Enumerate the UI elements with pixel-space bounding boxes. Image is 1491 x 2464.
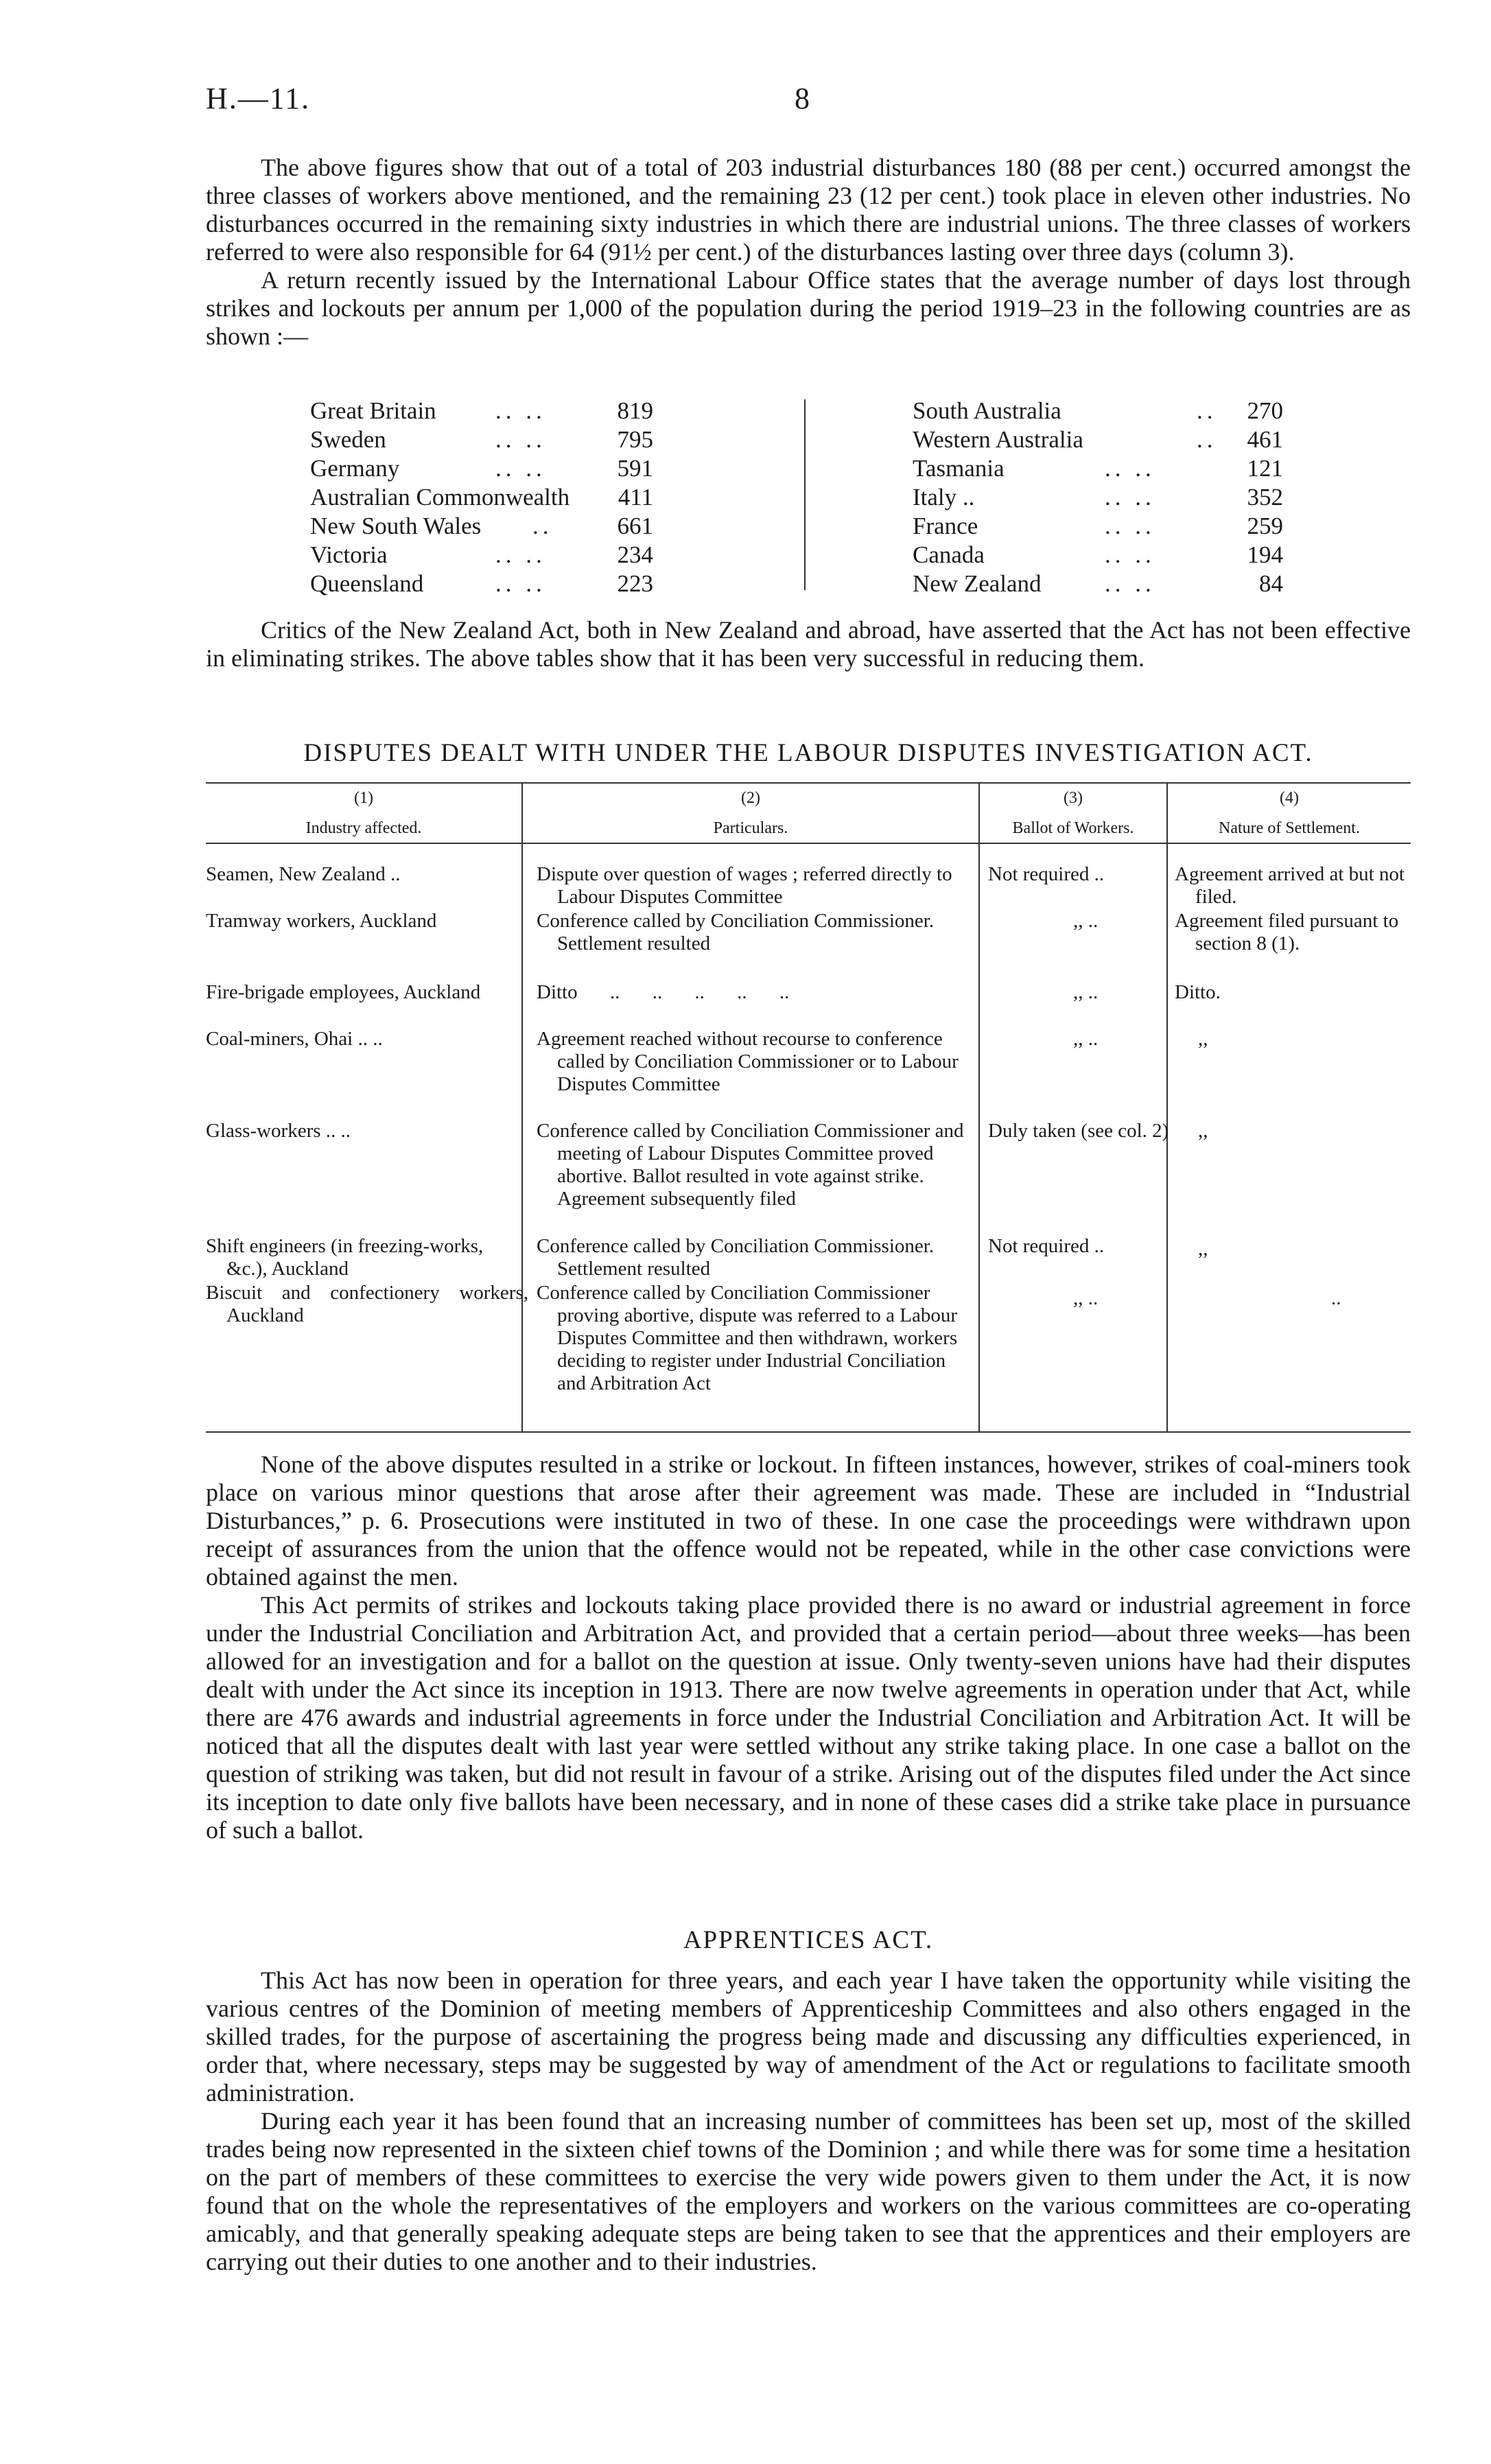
country-value: 223 — [617, 570, 653, 597]
leader-dots: .. — [532, 513, 553, 539]
country-value: 121 — [1247, 455, 1283, 482]
country-name: South Australia — [913, 397, 1061, 424]
ballot-cell: ,, .. — [1073, 981, 1099, 1003]
country-name: Sweden — [310, 426, 386, 453]
column-label: Industry affected. — [305, 819, 422, 837]
settlement-cell: Agreement filed pursuant to section 8 (1). — [1175, 910, 1399, 954]
industry-cell: Shift engineers (in freezing-works, &c.), Auckland — [206, 1235, 484, 1280]
column-number: (4) — [1280, 789, 1299, 807]
country-name: Great Britain — [310, 397, 436, 424]
ballot-cell: Not required .. — [988, 863, 1105, 885]
settlement-cell: .. — [1331, 1287, 1341, 1309]
leader-dots: .. — [1197, 426, 1217, 453]
country-name: Canada — [913, 541, 985, 568]
country-value: 461 — [1247, 426, 1283, 453]
intro-paragraph-1: The above figures show that out of a total of 203 industrial disturbances 180 (88 per cent.) occurred amongst the three classes of workers above mentioned, and the remaining 23 (12 per cent.) took place in eleven other industries. No disturbances occurred in the remaining sixty industries in which there are industrial unions. The three classes of workers referred to were also responsible for 64 (91½ per cent.) of the disturbances lasting over three days (column 3). — [206, 154, 1411, 266]
intro-paragraph-2: A return recently issued by the International Labour Office states that the average number of days lost through strikes and lockouts per annum per 1,000 of the population during the period 1919–23 in the following countries are as shown :— — [206, 266, 1411, 350]
industry-cell: Fire-brigade employees, Auckland — [206, 981, 481, 1003]
country-name: Queensland — [310, 570, 424, 597]
particulars-cell: Conference called by Conciliation Commissioner. Settlement resulted — [537, 910, 935, 954]
critics-section — [206, 616, 1411, 672]
particulars-cell: Conference called by Conciliation Commissioner. Settlement resulted — [537, 1235, 935, 1280]
industry-cell: Seamen, New Zealand .. — [206, 863, 401, 885]
particulars-cell: Conference called by Conciliation Commissioner and meeting of Labour Disputes Committee proved abortive. Ballot resulted in vote against strike. Agreement subsequently filed — [537, 1120, 964, 1210]
statistics-divider — [804, 399, 806, 590]
settlement-cell: ,, — [1198, 1120, 1208, 1142]
table-top-rule — [206, 782, 1411, 784]
leader-dots: .. .. — [1105, 455, 1155, 482]
settlement-cell: ,, — [1198, 1238, 1208, 1260]
industry-cell: Coal-miners, Ohai .. .. — [206, 1028, 383, 1050]
country-name: New South Wales — [310, 513, 482, 539]
column-header — [1168, 788, 1411, 838]
apprentices-paragraph-2: During each year it has been found that an increasing number of committees has been set up, most of the skilled trades being now represented in the sixteen chief towns of the Dominion ; and while there was for some time a hesitation on the part of members of these committees to exercise the very wide powers given to them under the Act, it is now found that on the whole the representatives of the employers and workers on the various committees are co-operating amicably, and that generally speaking adequate steps are being taken to see that the apprentices and their employers are carrying out their duties to one another and to their industries. — [206, 2107, 1411, 2275]
industry-cell: Tramway workers, Auckland — [206, 910, 437, 932]
country-name: Italy .. — [913, 484, 975, 511]
leader-dots: .. .. — [1105, 541, 1155, 568]
intro-section — [206, 154, 1411, 351]
column-number: (1) — [354, 789, 373, 807]
apprentices-section — [206, 1967, 1411, 2276]
critics-paragraph: Critics of the New Zealand Act, both in New Zealand and abroad, have asserted that the Act has not been effective in eliminating strikes. The above tables show that it has been very successful in reducing them. — [206, 616, 1411, 672]
ballot-cell: ,, .. — [1073, 1028, 1099, 1050]
country-value: 591 — [617, 455, 653, 482]
leader-dots: .. — [1197, 397, 1217, 424]
leader-dots: .. .. — [495, 426, 546, 453]
industry-cell: Biscuit and confectionery workers, Auckland — [206, 1282, 528, 1326]
ballot-cell: ,, .. — [1073, 1287, 1099, 1309]
column-header — [523, 788, 978, 838]
apprentices-paragraph-1: This Act has now been in operation for three years, and each year I have taken the opportunity while visiting the various centres of the Dominion of meeting members of Apprenticeship Committees and also others engaged in the skilled trades, for the purpose of ascertaining the progress being made and discussing any difficulties experienced, in order that, where necessary, steps may be suggested by way of amendment of the Act or regulations to facilitate smooth administration. — [206, 1967, 1411, 2107]
country-value: 84 — [1259, 570, 1283, 597]
country-name: Western Australia — [913, 426, 1083, 453]
country-value: 270 — [1247, 397, 1283, 424]
leader-dots: .. .. — [1105, 513, 1155, 539]
disputes-table — [206, 782, 1411, 1441]
ballot-cell: ,, .. — [1073, 910, 1099, 932]
particulars-cell: Dispute over question of wages ; referred directly to Labour Disputes Committee — [537, 863, 952, 908]
country-name: Tasmania — [913, 455, 1005, 482]
country-name: France — [913, 513, 978, 539]
country-statistics — [206, 397, 1411, 596]
after-table-section — [206, 1451, 1411, 1844]
country-value: 234 — [617, 541, 653, 568]
country-value: 194 — [1247, 541, 1283, 568]
document-reference: H.—11. — [206, 82, 311, 115]
country-value: 352 — [1247, 484, 1283, 511]
leader-dots: .. .. — [1105, 570, 1155, 597]
settlement-cell: Ditto. — [1175, 981, 1221, 1003]
industry-cell: Glass-workers .. .. — [206, 1120, 351, 1142]
country-name: Australian Commonwealth — [310, 484, 570, 511]
country-value: 795 — [617, 426, 653, 453]
particulars-cell: Conference called by Conciliation Commissioner proving abortive, dispute was referred to a Labour Disputes Committee and then withdrawn, workers deciding to register under Industrial Conciliation and Arbitration Act — [537, 1282, 958, 1394]
column-divider — [978, 782, 980, 1431]
country-value: 819 — [617, 397, 653, 424]
country-name: New Zealand — [913, 570, 1042, 597]
particulars-cell: Ditto .. .. .. .. .. — [537, 981, 790, 1003]
after-table-paragraph-1: None of the above disputes resulted in a strike or lockout. In fifteen instances, however, strikes of coal-miners took place on various minor questions that arose after their agreement was made. These are included in “Industrial Disturbances,” p. 6. Prosecutions were instituted in two of these. In one case the proceedings were withdrawn upon receipt of assurances from the union that the offence would not be repeated, while in the other case convictions were obtained against the men. — [206, 1451, 1411, 1591]
country-value: 411 — [618, 484, 653, 511]
settlement-cell: Agreement arrived at but not filed. — [1175, 863, 1405, 908]
column-divider — [521, 782, 523, 1431]
table-bottom-rule — [206, 1431, 1411, 1433]
after-table-paragraph-2: This Act permits of strikes and lockouts taking place provided there is no award or industrial agreement in force under the Industrial Conciliation and Arbitration Act, and provided that a certain period—about three weeks—has been allowed for an investigation and for a ballot on the question at issue. Only twenty-seven unions have had their disputes dealt with under the Act since its inception in 1913. There are now twelve agreements in operation under that Act, while there are 476 awards and industrial agreements in force under the Industrial Conciliation and Arbitration Act. It will be noticed that all the disputes dealt with last year were settled without any strike taking place. In one case a ballot on the question of striking was taken, but did not result in favour of a strike. Arising out of the disputes filed under the Act since its inception to date only five ballots have been necessary, and in none of these cases did a strike take place in pursuance of such a ballot. — [206, 1591, 1411, 1844]
country-name: Victoria — [310, 541, 388, 568]
settlement-cell: ,, — [1198, 1028, 1208, 1050]
table-header-rule — [206, 843, 1411, 844]
particulars-cell: Agreement reached without recourse to conference called by Conciliation Commissioner or to Labour Disputes Committee — [537, 1028, 959, 1095]
ballot-cell: Not required .. — [988, 1235, 1105, 1257]
country-value: 259 — [1247, 513, 1283, 539]
column-divider — [1166, 782, 1168, 1431]
leader-dots: .. .. — [495, 455, 546, 482]
leader-dots: .. .. — [495, 570, 546, 597]
column-label: Particulars. — [713, 819, 788, 837]
column-number: (3) — [1064, 789, 1083, 807]
leader-dots: .. .. — [1105, 484, 1155, 511]
column-label: Nature of Settlement. — [1219, 819, 1360, 837]
leader-dots: .. .. — [495, 397, 546, 424]
ballot-cell: Duly taken (see col. 2) — [988, 1120, 1169, 1142]
apprentices-heading: APPRENTICES ACT. — [683, 1926, 934, 1954]
page-number: 8 — [795, 82, 810, 115]
column-header — [980, 788, 1166, 838]
country-value: 661 — [617, 513, 653, 539]
country-name: Germany — [310, 455, 400, 482]
disputes-heading: DISPUTES DEALT WITH UNDER THE LABOUR DISPUTES INVESTIGATION ACT. — [303, 739, 1313, 767]
column-number: (2) — [741, 789, 760, 807]
leader-dots: .. .. — [495, 541, 546, 568]
column-header — [206, 788, 521, 838]
column-label: Ballot of Workers. — [1012, 819, 1134, 837]
